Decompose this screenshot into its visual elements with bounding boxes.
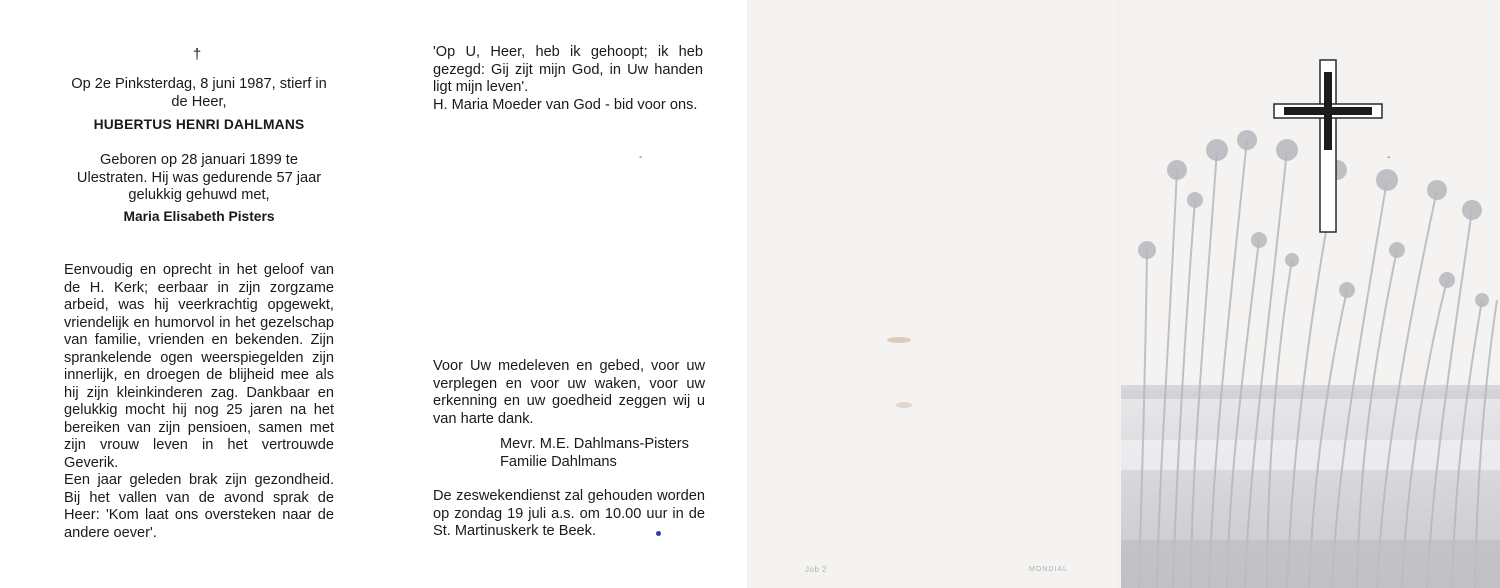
signature-line: Mevr. M.E. Dahlmans-Pisters [500,436,689,452]
middle-text-panel [375,0,747,588]
prayer-invocation: H. Maria Moeder van God - bid voor ons. [433,96,698,113]
print-code-right: MONDIAL [1029,566,1068,573]
deceased-name: HUBERTUS HENRI DAHLMANS [93,117,305,132]
spouse-name: Maria Elisabeth Pisters [123,209,275,224]
ink-dot [656,531,661,536]
death-announcement: Op 2e Pinksterdag, 8 juni 1987, stierf in de Heer, [71,76,327,110]
signature-line: Familie Dahlmans [500,453,617,470]
memorial-artwork [747,0,1500,588]
stray-mark: - [1387,152,1391,163]
prayer-quote: 'Op U, Heer, heb ik gehoopt; ik heb gezegd: Gij zijt mijn God, in Uw handen ligt mijn leven'. [433,44,703,95]
eulogy-paragraph: Eenvoudig en oprecht in het geloof van de H. Kerk; eerbaar in zijn zorgzame arbeid, was hij veerkrachtig opgewekt, vriendelijk en humorvol in het gezelschap van familie, vrienden en bekenden. Zijn sprankelende ogen weerspiegelden zijn innerlijk, en droegen de blijheid mee als hij zijn kleinkinderen zag. Dankbaar en gelukkig mocht hij nog 25 jaren na het bereiken van zijn pensioen, samen met zijn vrouw leven in het vertrouwde Geverik. [64,262,334,471]
thanks-text: Voor Uw medeleven en gebed, voor uw verplegen en voor uw waken, voor uw erkenning en uw goedheid zeggen wij u van harte dank. [433,358,705,427]
paper-stain [896,402,912,408]
art-panel [747,0,1500,588]
grass-base [1121,540,1500,588]
fold-line [1118,0,1119,588]
prayer [433,44,703,114]
signatures [500,436,720,471]
left-text-panel [0,0,375,588]
cross-symbol: † [192,46,202,63]
print-code-left: Job 2 [805,565,828,574]
stray-mark: - [639,152,643,163]
far-shore [1121,385,1500,399]
flower-heads [1138,130,1489,307]
birth-text: Geboren op 28 januari 1899 te Ulestraten. Hij was gedurende 57 jaar gelukkig gehuwd met, [76,152,322,203]
paper-stain [887,337,911,343]
eulogy [64,262,334,542]
eulogy-paragraph: Een jaar geleden brak zijn gezondheid. Bij het vallen van de avond sprak de Heer: 'Kom laat ons oversteken naar de andere oever'. [64,472,334,541]
mass-notice: De zeswekendienst zal gehouden worden op zondag 19 juli a.s. om 10.00 uur in de St. Martinuskerk te Beek. [433,488,705,539]
